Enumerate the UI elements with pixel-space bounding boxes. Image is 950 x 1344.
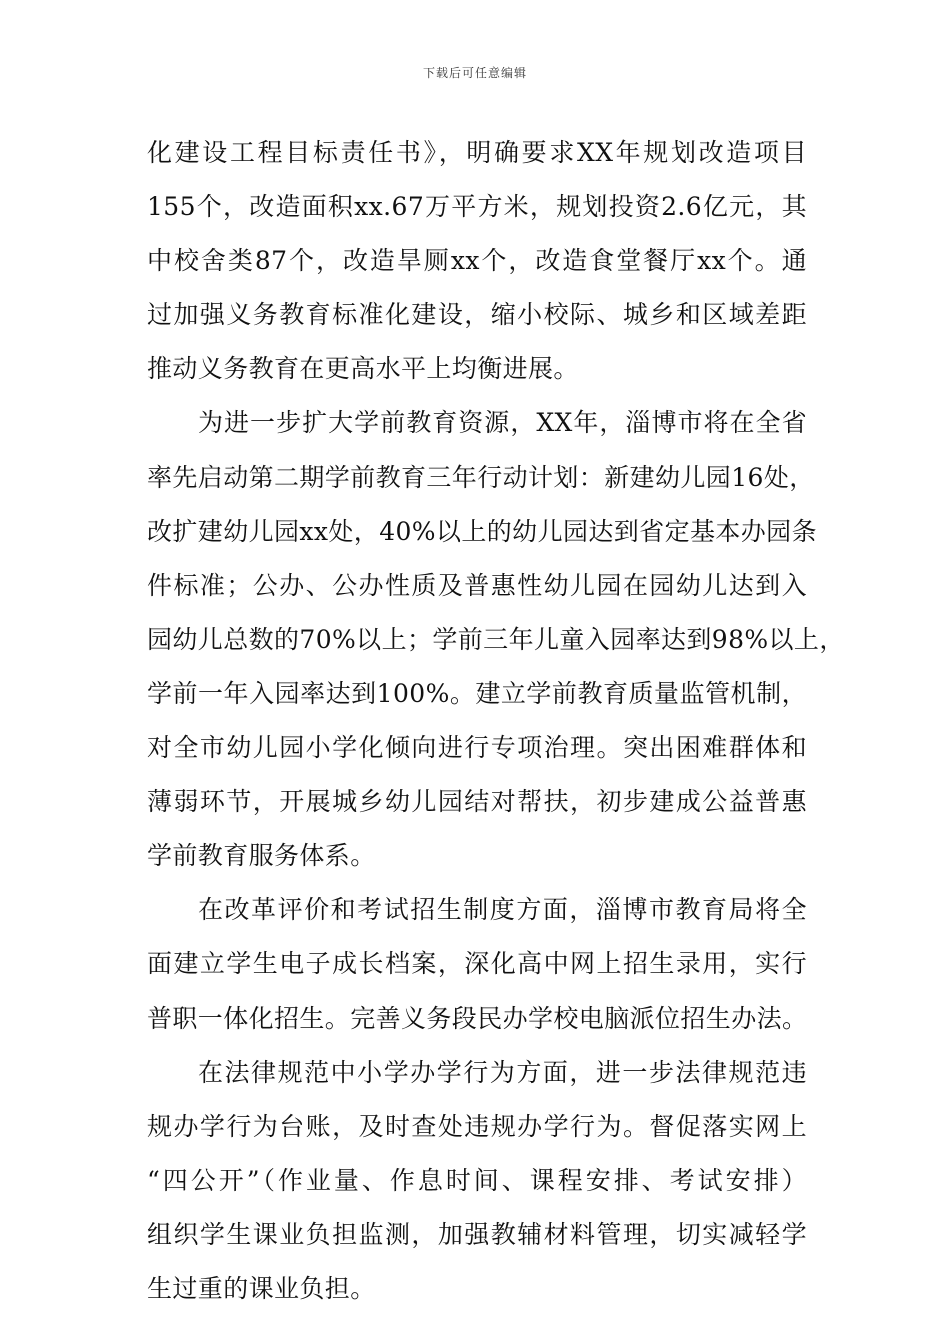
text-line: 化建设工程目标责任书》，明确要求XX年规划改造项目 xyxy=(147,138,807,167)
text-line: 薄弱环节，开展城乡幼儿园结对帮扶，初步建成公益普惠 xyxy=(147,787,807,817)
text-line: 中校舍类87个，改造旱厕xx个，改造食堂餐厅xx个。通 xyxy=(147,246,807,276)
text-line: 对全市幼儿园小学化倾向进行专项治理。突出困难群体和 xyxy=(147,733,807,763)
text-line: 生过重的课业负担。 xyxy=(147,1273,376,1303)
text-line: 学前教育服务体系。 xyxy=(147,841,376,871)
document-body xyxy=(147,126,845,1316)
text-line: 普职一体化招生。完善义务段民办学校电脑派位招生办法。 xyxy=(147,1003,808,1033)
paragraph-3 xyxy=(147,883,807,1045)
paragraph-4 xyxy=(147,1046,807,1316)
text-line: 组织学生课业负担监测，加强教辅材料管理，切实减轻学 xyxy=(147,1219,807,1249)
text-line: 改扩建幼儿园xx处，40%以上的幼儿园达到省定基本办园条 xyxy=(147,516,817,546)
text-line: 学前一年入园率达到100%。建立学前教育质量监管机制， xyxy=(147,678,807,708)
text-line: 推动义务教育在更高水平上均衡进展。 xyxy=(147,354,579,384)
text-line: 在改革评价和考试招生制度方面，淄博市教育局将全 xyxy=(198,895,807,925)
paragraph-2 xyxy=(147,396,845,883)
text-line: 过加强义务教育标准化建设，缩小校际、城乡和区域差距 xyxy=(147,300,807,330)
text-line: 为进一步扩大学前教育资源，XX年，淄博市将在全省 xyxy=(198,408,807,438)
text-line: “四公开”（作业量、作息时间、课程安排、考试安排） xyxy=(147,1165,807,1195)
text-line: 在法律规范中小学办学行为方面，进一步法律规范违 xyxy=(198,1057,807,1087)
text-line: 155个，改造面积xx.67万平方米，规划投资2.6亿元，其 xyxy=(147,192,807,222)
text-line: 园幼儿总数的70%以上；学前三年儿童入园率达到98%以上， xyxy=(147,624,845,654)
text-line: 率先启动第二期学前教育三年行动计划：新建幼儿园16处， xyxy=(147,462,815,492)
text-line: 面建立学生电子成长档案，深化高中网上招生录用，实行 xyxy=(147,949,807,979)
page-header-watermark: 下载后可任意编辑 xyxy=(422,66,527,80)
text-line: 规办学行为台账，及时查处违规办学行为。督促落实网上 xyxy=(147,1111,807,1141)
paragraph-1 xyxy=(147,126,807,396)
text-line: 件标准；公办、公办性质及普惠性幼儿园在园幼儿达到入 xyxy=(147,570,807,600)
